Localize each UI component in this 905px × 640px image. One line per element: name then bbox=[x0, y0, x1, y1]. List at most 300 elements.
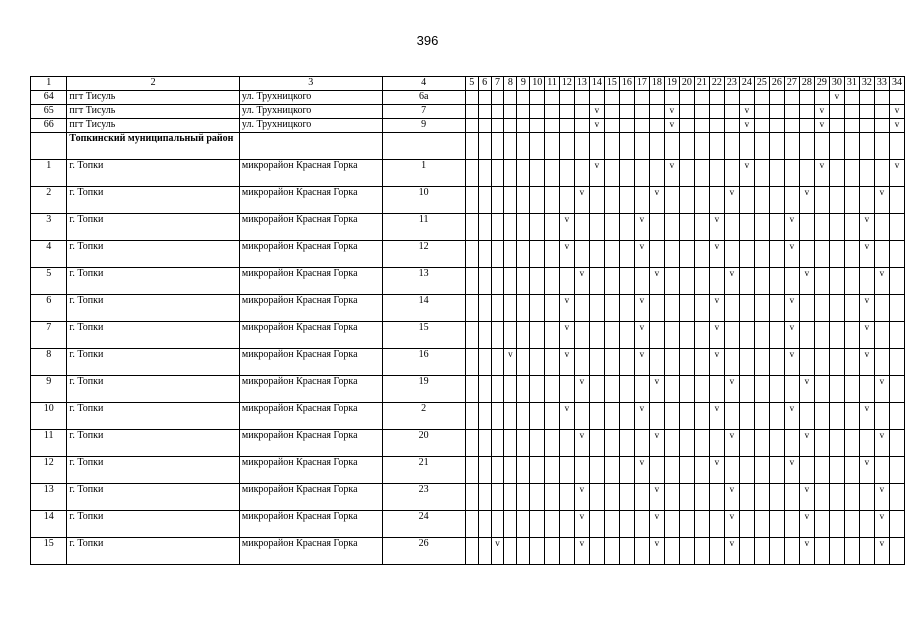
row-number: 15 bbox=[31, 538, 67, 565]
house-number-cell: 7 bbox=[382, 105, 465, 119]
check-mark: v bbox=[589, 105, 604, 119]
schedule-cell bbox=[784, 484, 799, 511]
header-cell-7: 7 bbox=[491, 77, 504, 91]
schedule-cell bbox=[769, 349, 784, 376]
schedule-cell bbox=[559, 119, 574, 133]
table-row bbox=[31, 538, 905, 565]
schedule-cell bbox=[844, 105, 859, 119]
schedule-cell bbox=[589, 295, 604, 322]
schedule-cell bbox=[604, 91, 619, 105]
street-cell: микрорайон Красная Горка bbox=[239, 187, 382, 214]
schedule-cell bbox=[589, 430, 604, 457]
schedule-cell bbox=[694, 119, 709, 133]
check-mark: v bbox=[634, 322, 649, 349]
schedule-cell bbox=[679, 160, 694, 187]
schedule-cell bbox=[545, 430, 560, 457]
check-mark: v bbox=[649, 268, 664, 295]
schedule-cell bbox=[754, 322, 769, 349]
schedule-cell bbox=[465, 268, 478, 295]
schedule-cell bbox=[619, 322, 634, 349]
schedule-cell bbox=[465, 403, 478, 430]
schedule-cell bbox=[545, 268, 560, 295]
schedule-cell bbox=[799, 295, 814, 322]
schedule-cell bbox=[799, 403, 814, 430]
schedule-cell bbox=[739, 538, 754, 565]
schedule-cell bbox=[619, 105, 634, 119]
check-mark: v bbox=[559, 322, 574, 349]
schedule-cell bbox=[679, 241, 694, 268]
schedule-cell bbox=[545, 511, 560, 538]
schedule-cell bbox=[724, 403, 739, 430]
check-mark: v bbox=[814, 119, 829, 133]
schedule-cell bbox=[545, 187, 560, 214]
check-mark: v bbox=[784, 295, 799, 322]
header-cell-19: 19 bbox=[664, 77, 679, 91]
schedule-cell bbox=[574, 105, 589, 119]
schedule-cell bbox=[619, 295, 634, 322]
schedule-cell bbox=[769, 295, 784, 322]
schedule-cell bbox=[694, 105, 709, 119]
schedule-cell bbox=[574, 214, 589, 241]
schedule-cell bbox=[754, 349, 769, 376]
schedule-cell bbox=[559, 105, 574, 119]
schedule-cell bbox=[874, 241, 889, 268]
check-mark: v bbox=[504, 349, 517, 376]
schedule-cell bbox=[799, 457, 814, 484]
schedule-cell bbox=[517, 187, 530, 214]
schedule-cell bbox=[664, 268, 679, 295]
schedule-cell bbox=[491, 349, 504, 376]
table-row bbox=[31, 484, 905, 511]
schedule-cell bbox=[889, 187, 904, 214]
schedule-cell bbox=[769, 187, 784, 214]
settlement-cell: пгт Тисуль bbox=[67, 119, 239, 133]
check-mark: v bbox=[799, 268, 814, 295]
header-cell-16: 16 bbox=[619, 77, 634, 91]
check-mark: v bbox=[649, 430, 664, 457]
schedule-cell bbox=[491, 241, 504, 268]
schedule-cell bbox=[465, 511, 478, 538]
schedule-cell bbox=[634, 376, 649, 403]
row-number: 14 bbox=[31, 511, 67, 538]
check-mark: v bbox=[589, 119, 604, 133]
schedule-cell bbox=[709, 133, 724, 160]
schedule-cell bbox=[814, 214, 829, 241]
schedule-cell bbox=[739, 484, 754, 511]
header-cell-18: 18 bbox=[649, 77, 664, 91]
schedule-cell bbox=[829, 133, 844, 160]
schedule-cell bbox=[504, 91, 517, 105]
schedule-cell bbox=[559, 133, 574, 160]
check-mark: v bbox=[574, 430, 589, 457]
schedule-cell bbox=[694, 457, 709, 484]
schedule-cell bbox=[799, 119, 814, 133]
schedule-cell bbox=[739, 322, 754, 349]
house-number-cell: 14 bbox=[382, 295, 465, 322]
schedule-cell bbox=[844, 268, 859, 295]
settlement-cell: г. Топки bbox=[67, 430, 239, 457]
schedule-cell bbox=[709, 187, 724, 214]
header-cell-3: 3 bbox=[239, 77, 382, 91]
schedule-cell bbox=[545, 295, 560, 322]
table-row bbox=[31, 160, 905, 187]
check-mark: v bbox=[634, 241, 649, 268]
check-mark: v bbox=[574, 511, 589, 538]
schedule-cell bbox=[545, 91, 560, 105]
schedule-cell bbox=[634, 91, 649, 105]
schedule-cell bbox=[574, 241, 589, 268]
schedule-cell bbox=[889, 376, 904, 403]
schedule-cell bbox=[619, 403, 634, 430]
check-mark: v bbox=[664, 105, 679, 119]
header-cell-1: 1 bbox=[31, 77, 67, 91]
house-number-cell: 21 bbox=[382, 457, 465, 484]
check-mark: v bbox=[649, 376, 664, 403]
schedule-cell bbox=[724, 349, 739, 376]
street-cell: ул. Трухницкого bbox=[239, 91, 382, 105]
schedule-cell bbox=[814, 322, 829, 349]
schedule-cell bbox=[844, 511, 859, 538]
check-mark: v bbox=[559, 241, 574, 268]
schedule-cell bbox=[478, 105, 491, 119]
schedule-cell bbox=[889, 133, 904, 160]
schedule-cell bbox=[859, 119, 874, 133]
schedule-cell bbox=[589, 268, 604, 295]
schedule-cell bbox=[574, 119, 589, 133]
schedule-cell bbox=[491, 322, 504, 349]
schedule-cell bbox=[769, 511, 784, 538]
schedule-cell bbox=[517, 295, 530, 322]
check-mark: v bbox=[664, 160, 679, 187]
schedule-cell bbox=[814, 268, 829, 295]
schedule-cell bbox=[619, 241, 634, 268]
row-number: 12 bbox=[31, 457, 67, 484]
schedule-cell bbox=[679, 322, 694, 349]
check-mark: v bbox=[724, 376, 739, 403]
schedule-cell bbox=[634, 119, 649, 133]
schedule-cell bbox=[530, 349, 545, 376]
schedule-cell bbox=[709, 119, 724, 133]
house-number-cell: 9 bbox=[382, 119, 465, 133]
schedule-cell bbox=[814, 484, 829, 511]
schedule-cell bbox=[844, 214, 859, 241]
schedule-cell bbox=[478, 214, 491, 241]
street-cell: ул. Трухницкого bbox=[239, 119, 382, 133]
schedule-cell bbox=[739, 91, 754, 105]
settlement-cell: пгт Тисуль bbox=[67, 91, 239, 105]
schedule-cell bbox=[829, 322, 844, 349]
schedule-cell bbox=[724, 214, 739, 241]
schedule-cell bbox=[465, 187, 478, 214]
house-number-cell: 12 bbox=[382, 241, 465, 268]
house-number-cell: 20 bbox=[382, 430, 465, 457]
schedule-cell bbox=[799, 160, 814, 187]
schedule-cell bbox=[814, 376, 829, 403]
schedule-cell bbox=[491, 105, 504, 119]
schedule-cell bbox=[739, 457, 754, 484]
house-number-cell: 13 bbox=[382, 268, 465, 295]
schedule-cell bbox=[754, 430, 769, 457]
schedule-cell bbox=[465, 484, 478, 511]
schedule-cell bbox=[739, 133, 754, 160]
schedule-cell bbox=[559, 187, 574, 214]
schedule-cell bbox=[517, 376, 530, 403]
schedule-cell bbox=[679, 214, 694, 241]
check-mark: v bbox=[859, 322, 874, 349]
schedule-cell bbox=[859, 430, 874, 457]
check-mark: v bbox=[574, 268, 589, 295]
schedule-cell bbox=[517, 91, 530, 105]
schedule-cell bbox=[694, 403, 709, 430]
schedule-cell bbox=[491, 484, 504, 511]
check-mark: v bbox=[799, 484, 814, 511]
schedule-cell bbox=[769, 322, 784, 349]
check-mark: v bbox=[799, 538, 814, 565]
schedule-cell bbox=[724, 133, 739, 160]
house-number-cell: 19 bbox=[382, 376, 465, 403]
schedule-cell bbox=[664, 187, 679, 214]
check-mark: v bbox=[799, 430, 814, 457]
schedule-cell bbox=[859, 105, 874, 119]
schedule-cell bbox=[829, 241, 844, 268]
schedule-cell bbox=[530, 160, 545, 187]
schedule-cell bbox=[504, 160, 517, 187]
check-mark: v bbox=[649, 187, 664, 214]
schedule-cell bbox=[504, 295, 517, 322]
check-mark: v bbox=[634, 457, 649, 484]
schedule-cell bbox=[844, 403, 859, 430]
schedule-cell bbox=[649, 295, 664, 322]
schedule-cell bbox=[649, 457, 664, 484]
schedule-cell bbox=[694, 376, 709, 403]
schedule-cell bbox=[504, 268, 517, 295]
schedule-cell bbox=[619, 430, 634, 457]
check-mark: v bbox=[574, 484, 589, 511]
schedule-cell bbox=[709, 538, 724, 565]
table-row bbox=[31, 376, 905, 403]
schedule-cell bbox=[517, 484, 530, 511]
schedule-cell bbox=[889, 484, 904, 511]
check-mark: v bbox=[491, 538, 504, 565]
street-cell: микрорайон Красная Горка bbox=[239, 214, 382, 241]
schedule-cell bbox=[634, 511, 649, 538]
row-number: 1 bbox=[31, 160, 67, 187]
schedule-cell bbox=[844, 91, 859, 105]
schedule-cell bbox=[844, 484, 859, 511]
schedule-cell bbox=[530, 376, 545, 403]
schedule-cell bbox=[465, 457, 478, 484]
schedule-cell bbox=[724, 91, 739, 105]
schedule-cell bbox=[784, 160, 799, 187]
schedule-cell bbox=[769, 160, 784, 187]
schedule-cell bbox=[739, 295, 754, 322]
check-mark: v bbox=[784, 214, 799, 241]
table-row bbox=[31, 403, 905, 430]
schedule-cell bbox=[709, 268, 724, 295]
schedule-cell bbox=[799, 214, 814, 241]
header-cell-9: 9 bbox=[517, 77, 530, 91]
check-mark: v bbox=[799, 511, 814, 538]
check-mark: v bbox=[634, 403, 649, 430]
schedule-cell bbox=[874, 457, 889, 484]
schedule-cell bbox=[739, 511, 754, 538]
schedule-cell bbox=[465, 160, 478, 187]
schedule-cell bbox=[799, 133, 814, 160]
schedule-cell bbox=[491, 91, 504, 105]
check-mark: v bbox=[574, 376, 589, 403]
schedule-cell bbox=[530, 430, 545, 457]
check-mark: v bbox=[709, 214, 724, 241]
check-mark: v bbox=[859, 349, 874, 376]
schedule-cell bbox=[634, 538, 649, 565]
schedule-cell bbox=[465, 538, 478, 565]
schedule-cell bbox=[829, 187, 844, 214]
schedule-cell bbox=[844, 241, 859, 268]
schedule-cell bbox=[465, 295, 478, 322]
check-mark: v bbox=[799, 376, 814, 403]
street-cell: микрорайон Красная Горка bbox=[239, 457, 382, 484]
schedule-cell bbox=[829, 538, 844, 565]
row-number: 64 bbox=[31, 91, 67, 105]
schedule-cell bbox=[859, 484, 874, 511]
schedule-cell bbox=[604, 430, 619, 457]
schedule-cell bbox=[619, 376, 634, 403]
header-cell-20: 20 bbox=[679, 77, 694, 91]
schedule-cell bbox=[504, 322, 517, 349]
schedule-cell bbox=[545, 538, 560, 565]
row-number: 3 bbox=[31, 214, 67, 241]
street-cell: микрорайон Красная Горка bbox=[239, 430, 382, 457]
schedule-cell bbox=[874, 160, 889, 187]
schedule-cell bbox=[769, 133, 784, 160]
schedule-cell bbox=[694, 538, 709, 565]
schedule-cell bbox=[465, 430, 478, 457]
schedule-cell bbox=[559, 91, 574, 105]
schedule-cell bbox=[694, 295, 709, 322]
schedule-cell bbox=[844, 376, 859, 403]
schedule-cell bbox=[754, 295, 769, 322]
schedule-cell bbox=[889, 295, 904, 322]
schedule-cell bbox=[724, 160, 739, 187]
schedule-cell bbox=[844, 322, 859, 349]
row-number: 8 bbox=[31, 349, 67, 376]
schedule-cell bbox=[574, 457, 589, 484]
table-row bbox=[31, 295, 905, 322]
schedule-cell bbox=[694, 241, 709, 268]
row-number: 5 bbox=[31, 268, 67, 295]
settlement-cell: г. Топки bbox=[67, 538, 239, 565]
header-cell-28: 28 bbox=[799, 77, 814, 91]
schedule-cell bbox=[545, 133, 560, 160]
schedule-cell bbox=[478, 430, 491, 457]
schedule-cell bbox=[478, 295, 491, 322]
schedule-cell bbox=[619, 538, 634, 565]
schedule-cell bbox=[619, 511, 634, 538]
schedule-cell bbox=[504, 484, 517, 511]
schedule-cell bbox=[604, 187, 619, 214]
schedule-cell bbox=[530, 119, 545, 133]
schedule-cell bbox=[694, 511, 709, 538]
schedule-cell bbox=[874, 295, 889, 322]
schedule-cell bbox=[694, 349, 709, 376]
schedule-cell bbox=[889, 403, 904, 430]
schedule-cell bbox=[634, 268, 649, 295]
schedule-cell bbox=[859, 376, 874, 403]
table-row bbox=[31, 349, 905, 376]
schedule-cell bbox=[844, 349, 859, 376]
schedule-cell bbox=[545, 376, 560, 403]
row-number: 65 bbox=[31, 105, 67, 119]
check-mark: v bbox=[634, 295, 649, 322]
schedule-cell bbox=[604, 241, 619, 268]
header-cell-21: 21 bbox=[694, 77, 709, 91]
schedule-cell bbox=[664, 214, 679, 241]
header-cell-5: 5 bbox=[465, 77, 478, 91]
schedule-cell bbox=[634, 484, 649, 511]
schedule-cell bbox=[589, 376, 604, 403]
schedule-cell bbox=[889, 511, 904, 538]
check-mark: v bbox=[799, 187, 814, 214]
street-cell: микрорайон Красная Горка bbox=[239, 295, 382, 322]
schedule-cell bbox=[724, 322, 739, 349]
schedule-cell bbox=[844, 457, 859, 484]
schedule-cell bbox=[814, 430, 829, 457]
schedule-cell bbox=[619, 160, 634, 187]
schedule-cell bbox=[478, 322, 491, 349]
schedule-cell bbox=[604, 538, 619, 565]
schedule-cell bbox=[844, 538, 859, 565]
schedule-cell bbox=[739, 214, 754, 241]
schedule-cell bbox=[504, 119, 517, 133]
schedule-cell bbox=[829, 484, 844, 511]
row-number: 6 bbox=[31, 295, 67, 322]
schedule-cell bbox=[491, 511, 504, 538]
schedule-cell bbox=[844, 160, 859, 187]
house-number-cell: 16 bbox=[382, 349, 465, 376]
check-mark: v bbox=[739, 105, 754, 119]
schedule-cell bbox=[754, 214, 769, 241]
check-mark: v bbox=[859, 295, 874, 322]
schedule-cell bbox=[769, 268, 784, 295]
schedule-cell bbox=[465, 349, 478, 376]
check-mark: v bbox=[874, 484, 889, 511]
header-cell-26: 26 bbox=[769, 77, 784, 91]
schedule-cell bbox=[814, 538, 829, 565]
schedule-cell bbox=[829, 160, 844, 187]
street-cell: микрорайон Красная Горка bbox=[239, 376, 382, 403]
schedule-cell bbox=[769, 430, 784, 457]
schedule-cell bbox=[559, 160, 574, 187]
schedule-cell bbox=[545, 119, 560, 133]
schedule-cell bbox=[679, 349, 694, 376]
schedule-cell bbox=[799, 91, 814, 105]
check-mark: v bbox=[784, 322, 799, 349]
schedule-cell bbox=[784, 187, 799, 214]
schedule-cell bbox=[769, 119, 784, 133]
check-mark: v bbox=[874, 430, 889, 457]
schedule-cell bbox=[465, 214, 478, 241]
settlement-cell: г. Топки bbox=[67, 376, 239, 403]
schedule-cell bbox=[478, 349, 491, 376]
table-row bbox=[31, 119, 905, 133]
schedule-cell bbox=[829, 430, 844, 457]
schedule-cell bbox=[465, 91, 478, 105]
schedule-cell bbox=[491, 430, 504, 457]
schedule-cell bbox=[874, 214, 889, 241]
street-cell: микрорайон Красная Горка bbox=[239, 484, 382, 511]
schedule-cell bbox=[649, 403, 664, 430]
schedule-cell bbox=[889, 322, 904, 349]
